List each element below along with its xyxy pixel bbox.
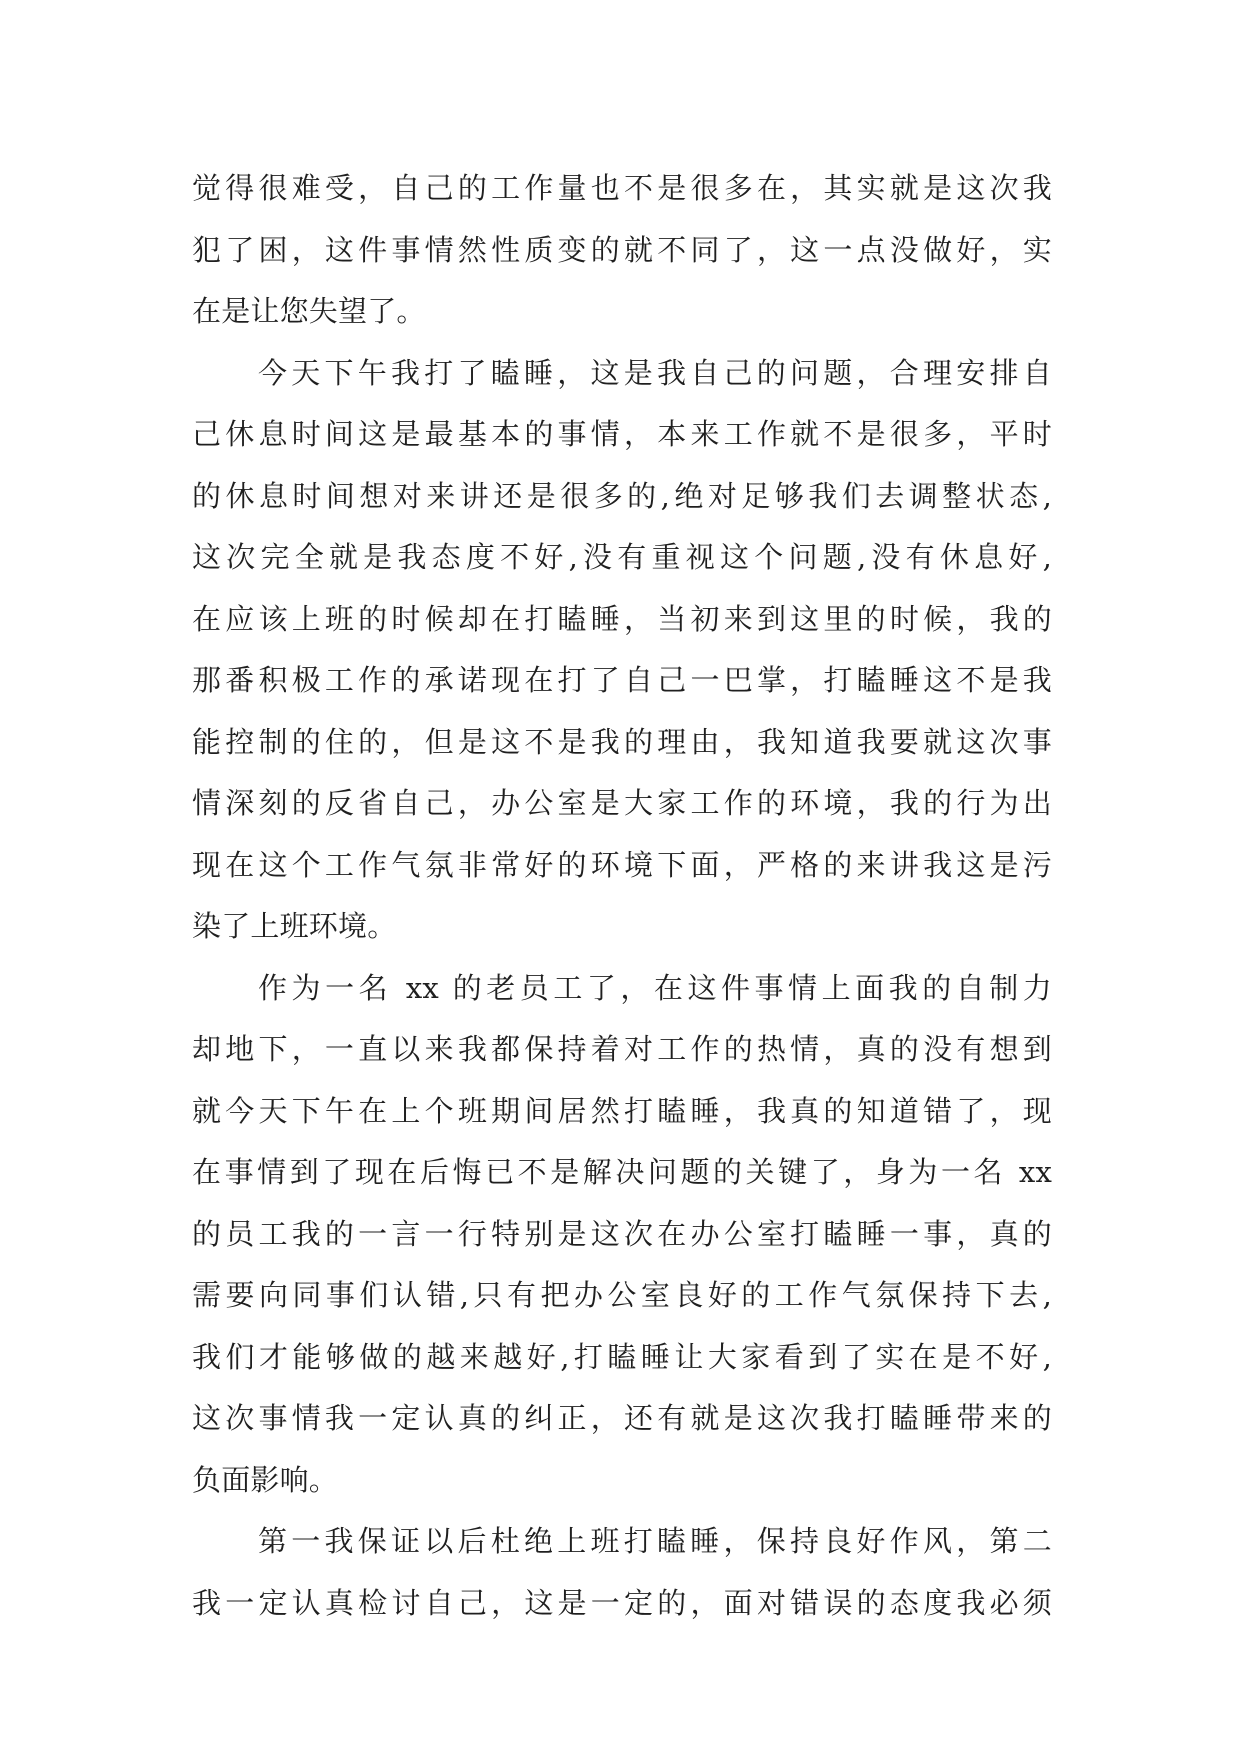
text-line: 我们才能够做的越来越好,打瞌睡让大家看到了实在是不好, [192, 1339, 1052, 1374]
text-line: 能控制的住的，但是这不是我的理由，我知道我要就这次事 [192, 724, 1052, 759]
text-line: 己休息时间这是最基本的事情，本来工作就不是很多，平时 [192, 417, 1052, 451]
text-line: 现在这个工作气氛非常好的环境下面，严格的来讲我这是污 [192, 847, 1052, 882]
text-line: 这次事情我一定认真的纠正，还有就是这次我打瞌睡带来的 [192, 1401, 1052, 1435]
text-line: 染了上班环境。 [192, 909, 397, 943]
text-line: 在事情到了现在后悔已不是解决问题的关键了，身为一名 xx [192, 1155, 1052, 1189]
text-line: 那番积极工作的承诺现在打了自己一巴掌，打瞌睡这不是我 [192, 663, 1052, 697]
text-line: 却地下，一直以来我都保持着对工作的热情，真的没有想到 [192, 1032, 1052, 1066]
text-line: 需要向同事们认错,只有把办公室良好的工作气氛保持下去, [192, 1278, 1052, 1312]
text-line: 负面影响。 [192, 1462, 339, 1497]
text-line: 作为一名 xx 的老员工了，在这件事情上面我的自制力 [258, 970, 1052, 1005]
text-line: 我一定认真检讨自己，这是一定的，面对错误的态度我必须 [192, 1585, 1052, 1620]
text-line: 在是让您失望了。 [192, 294, 426, 328]
text-line: 的员工我的一言一行特别是这次在办公室打瞌睡一事，真的 [192, 1216, 1052, 1251]
text-line: 觉得很难受，自己的工作量也不是很多在，其实就是这次我 [192, 171, 1052, 205]
paragraph-4 [192, 1511, 1052, 1634]
text-line: 今天下午我打了瞌睡，这是我自己的问题，合理安排自 [258, 355, 1052, 390]
paragraph-1 [192, 158, 1052, 343]
text-line: 在应该上班的时候却在打瞌睡，当初来到这里的时候，我的 [192, 601, 1052, 636]
text-line: 犯了困，这件事情然性质变的就不同了，这一点没做好，实 [192, 232, 1052, 267]
text-line: 情深刻的反省自己，办公室是大家工作的环境，我的行为出 [192, 786, 1052, 820]
paragraph-2 [192, 343, 1052, 958]
text-line: 第一我保证以后杜绝上班打瞌睡，保持良好作风，第二 [258, 1524, 1052, 1558]
text-line: 这次完全就是我态度不好,没有重视这个问题,没有休息好, [192, 540, 1052, 574]
body-text [192, 158, 1052, 1634]
text-line: 就今天下午在上个班期间居然打瞌睡，我真的知道错了，现 [192, 1093, 1052, 1128]
paragraph-3 [192, 958, 1052, 1512]
text-line: 的休息时间想对来讲还是很多的,绝对足够我们去调整状态, [192, 478, 1052, 513]
